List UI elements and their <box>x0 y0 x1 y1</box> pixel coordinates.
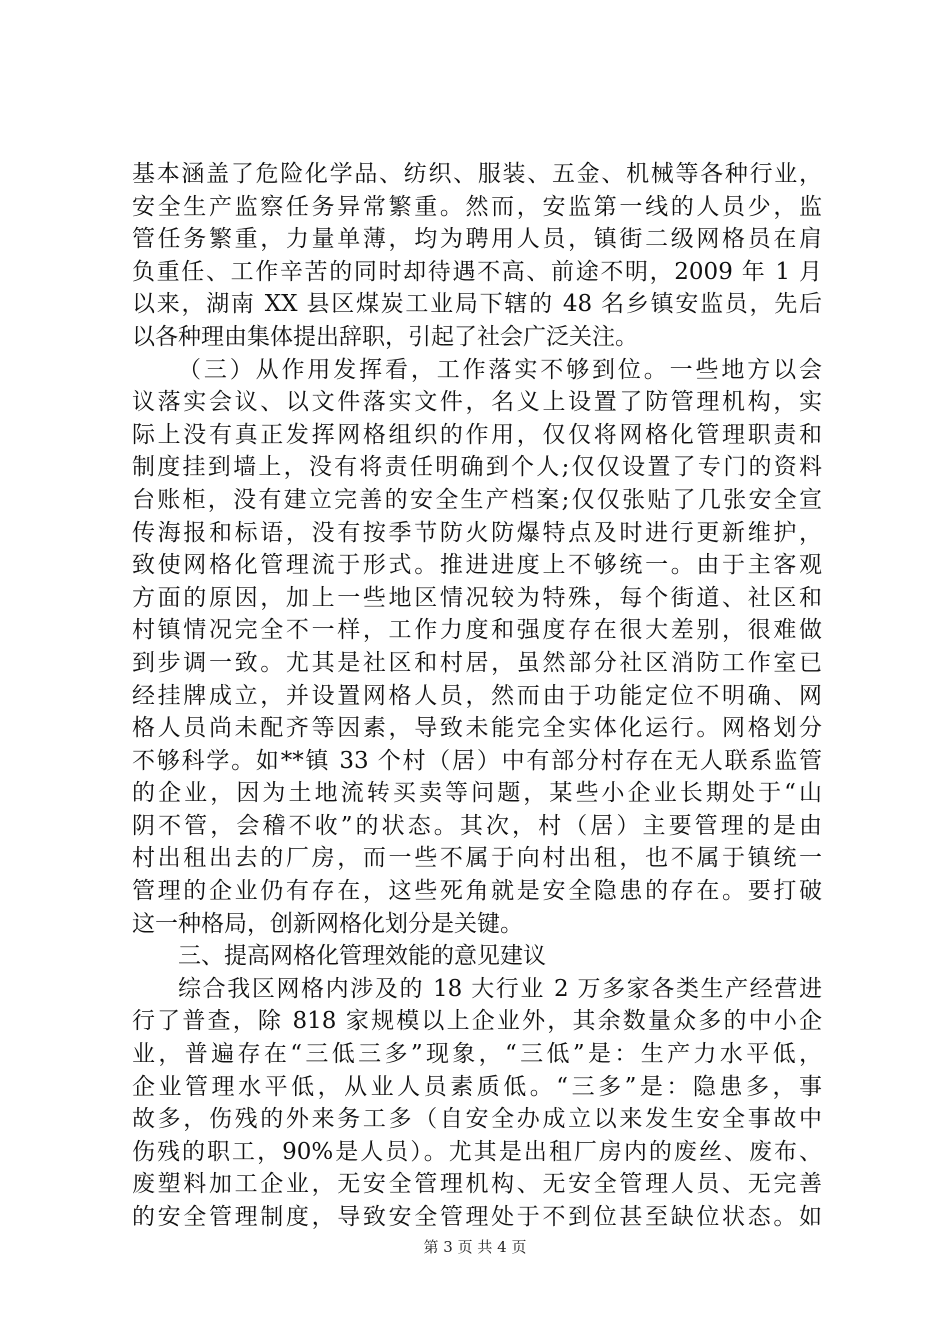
text-line: 行了普查，除 818 家规模以上企业外，其余数量众多的中小企 <box>132 1008 822 1035</box>
text-line: 业，普遍存在“三低三多”现象，“三低”是：生产力水平低， <box>132 1041 822 1068</box>
text-line: 安全生产监察任务异常繁重。然而，安监第一线的人员少，监 <box>132 193 822 220</box>
text-line: 台账柜，没有建立完善的安全生产档案;仅仅张贴了几张安全宣 <box>132 486 822 513</box>
text-line: 传海报和标语，没有按季节防火防爆特点及时进行更新维护， <box>132 519 822 546</box>
text-line: 管理的企业仍有存在，这些死角就是安全隐患的存在。要打破 <box>132 878 822 905</box>
text-line: 管任务繁重，力量单薄，均为聘用人员，镇街二级网格员在肩 <box>132 226 822 253</box>
text-line: 废塑料加工企业，无安全管理机构、无安全管理人员、无完善 <box>132 1171 822 1198</box>
text-line: 以各种理由集体提出辞职，引起了社会广泛关注。 <box>132 323 638 350</box>
text-line: 村镇情况完全不一样，工作力度和强度存在很大差别，很难做 <box>132 617 822 644</box>
text-line: 方面的原因，加上一些地区情况较为特殊，每个街道、社区和 <box>132 584 822 611</box>
text-line: 际上没有真正发挥网格组织的作用，仅仅将网格化管理职责和 <box>132 421 822 448</box>
text-line: 基本涵盖了危险化学品、纺织、服装、五金、机械等各种行业， <box>132 161 822 187</box>
text-line: 这一种格局，创新网格化划分是关键。 <box>132 910 523 937</box>
text-line: 故多，伤残的外来务工多（自安全办成立以来发生安全事故中 <box>132 1106 822 1133</box>
text-line: 到步调一致。尤其是社区和村居，虽然部分社区消防工作室已 <box>132 649 822 676</box>
document-body <box>132 158 822 1234</box>
text-line: 格人员尚未配齐等因素，导致未能完全实体化运行。网格划分 <box>132 715 822 742</box>
text-line: 伤残的职工，90%是人员）。尤其是出租厂房内的废丝、废布、 <box>132 1138 822 1165</box>
text-line: 负重任、工作辛苦的同时却待遇不高、前途不明，2009 年 1 月 <box>132 258 822 285</box>
text-line: 以来，湖南 XX 县区煤炭工业局下辖的 48 名乡镇安监员，先后 <box>132 291 822 318</box>
text-line: 企业管理水平低，从业人员素质低。“三多”是：隐患多，事 <box>132 1073 822 1100</box>
section-heading-line: （三）从作用发挥看，工作落实不够到位。一些地方以会 <box>178 356 822 383</box>
text-line: 致使网格化管理流于形式。推进进度上不够统一。由于主客观 <box>132 552 822 579</box>
page-footer: 第 3 页 共 4 页 <box>423 1238 527 1256</box>
text-line: 综合我区网格内涉及的 18 大行业 2 万多家各类生产经营进 <box>178 975 822 1002</box>
text-line: 阴不管，会稽不收”的状态。其次，村（居）主要管理的是由 <box>132 812 822 839</box>
text-line: 的企业，因为土地流转买卖等问题，某些小企业长期处于“山 <box>132 780 822 807</box>
text-line: 的安全管理制度，导致安全管理处于不到位甚至缺位状态。如 <box>132 1204 822 1230</box>
text-line: 议落实会议、以文件落实文件，名义上设置了防管理机构，实 <box>132 389 822 416</box>
text-line: 制度挂到墙上，没有将责任明确到个人;仅仅设置了专门的资料 <box>132 454 822 481</box>
text-line: 不够科学。如**镇 33 个村（居）中有部分村存在无人联系监管 <box>132 747 822 774</box>
text-line: 经挂牌成立，并设置网格人员，然而由于功能定位不明确、网 <box>132 682 822 709</box>
text-line: 村出租出去的厂房，而一些不属于向村出租，也不属于镇统一 <box>132 845 822 872</box>
section-heading: 三、提高网格化管理效能的意见建议 <box>178 943 546 970</box>
